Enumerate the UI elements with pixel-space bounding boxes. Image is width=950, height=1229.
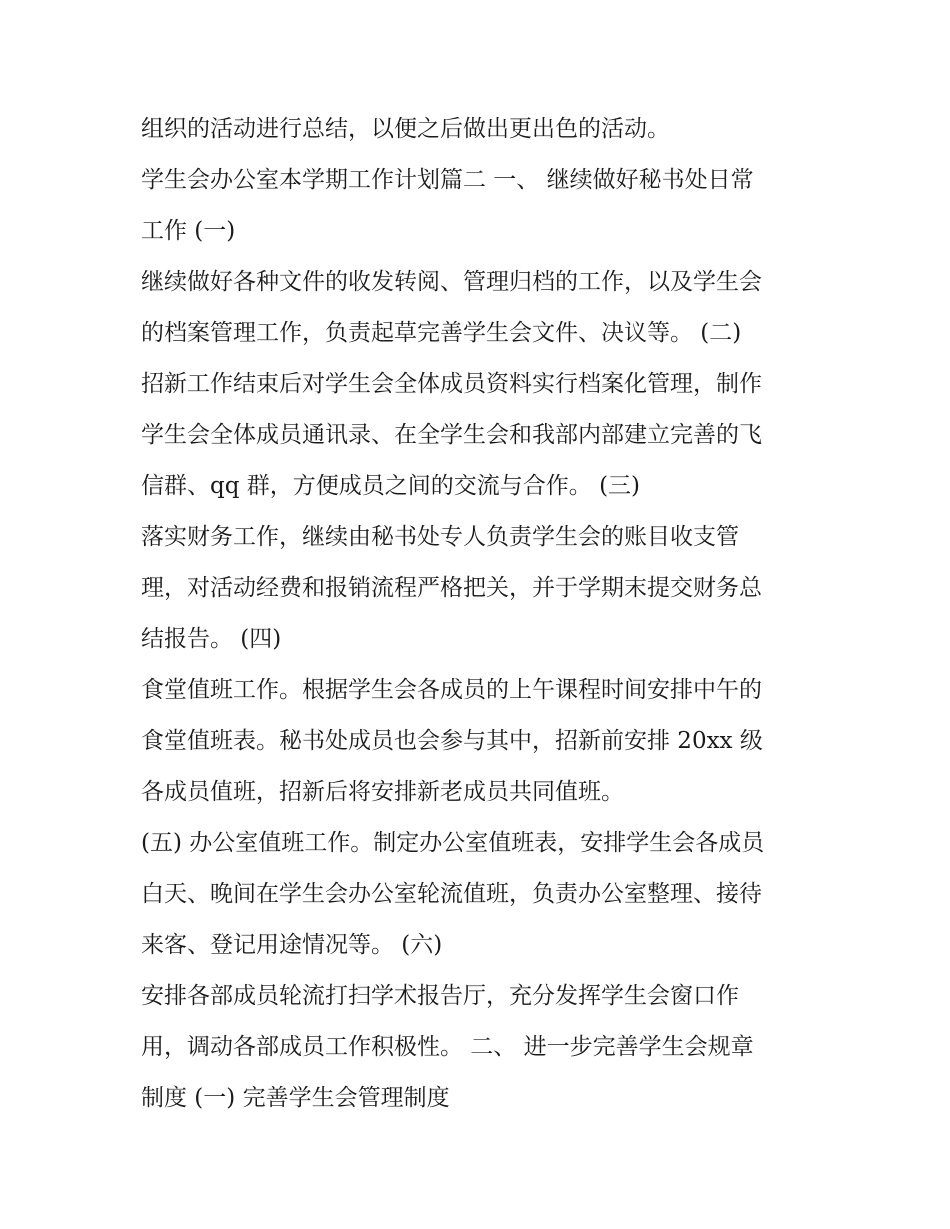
text-line: 信群、qq 群，方便成员之间的交流与合作。 (三): [141, 473, 641, 499]
text-line: 食堂值班工作。根据学生会各成员的上午课程时间安排中午的: [141, 677, 762, 703]
body-text: [141, 104, 821, 1124]
text-line: 继续做好各种文件的收发转阅、管理归档的工作，以及学生会: [141, 269, 762, 295]
text-line: 学生会全体成员通讯录、在全学生会和我部内部建立完善的飞: [141, 422, 762, 448]
text-line: 白天、晚间在学生会办公室轮流值班，负责办公室整理、接待: [141, 881, 762, 907]
text-line: 食堂值班表。秘书处成员也会参与其中，招新前安排 20xx 级: [141, 728, 763, 754]
text-line: 组织的活动进行总结，以便之后做出更出色的活动。: [141, 116, 670, 142]
text-line: 用，调动各部成员工作积极性。 二、 进一步完善学生会规章: [141, 1034, 754, 1060]
text-line: 落实财务工作，继续由秘书处专人负责学生会的账目收支管: [141, 524, 739, 550]
text-line: 学生会办公室本学期工作计划篇二 一、 继续做好秘书处日常: [141, 167, 754, 193]
text-line: 招新工作结束后对学生会全体成员资料实行档案化管理，制作: [141, 371, 762, 397]
text-line: 结报告。 (四): [141, 626, 282, 652]
text-line: 安排各部成员轮流打扫学术报告厅，充分发挥学生会窗口作: [141, 983, 739, 1009]
text-line: 的档案管理工作，负责起草完善学生会文件、决议等。 (二): [141, 320, 742, 346]
text-line: 各成员值班，招新后将安排新老成员共同值班。: [141, 779, 624, 805]
text-line: 理，对活动经费和报销流程严格把关，并于学期末提交财务总: [141, 575, 762, 601]
text-line: (五) 办公室值班工作。制定办公室值班表，安排学生会各成员: [141, 830, 765, 856]
text-line: 来客、登记用途情况等。 (六): [141, 932, 443, 958]
text-line: 制度 (一) 完善学生会管理制度: [141, 1085, 450, 1111]
text-line: 工作 (一): [141, 218, 236, 244]
